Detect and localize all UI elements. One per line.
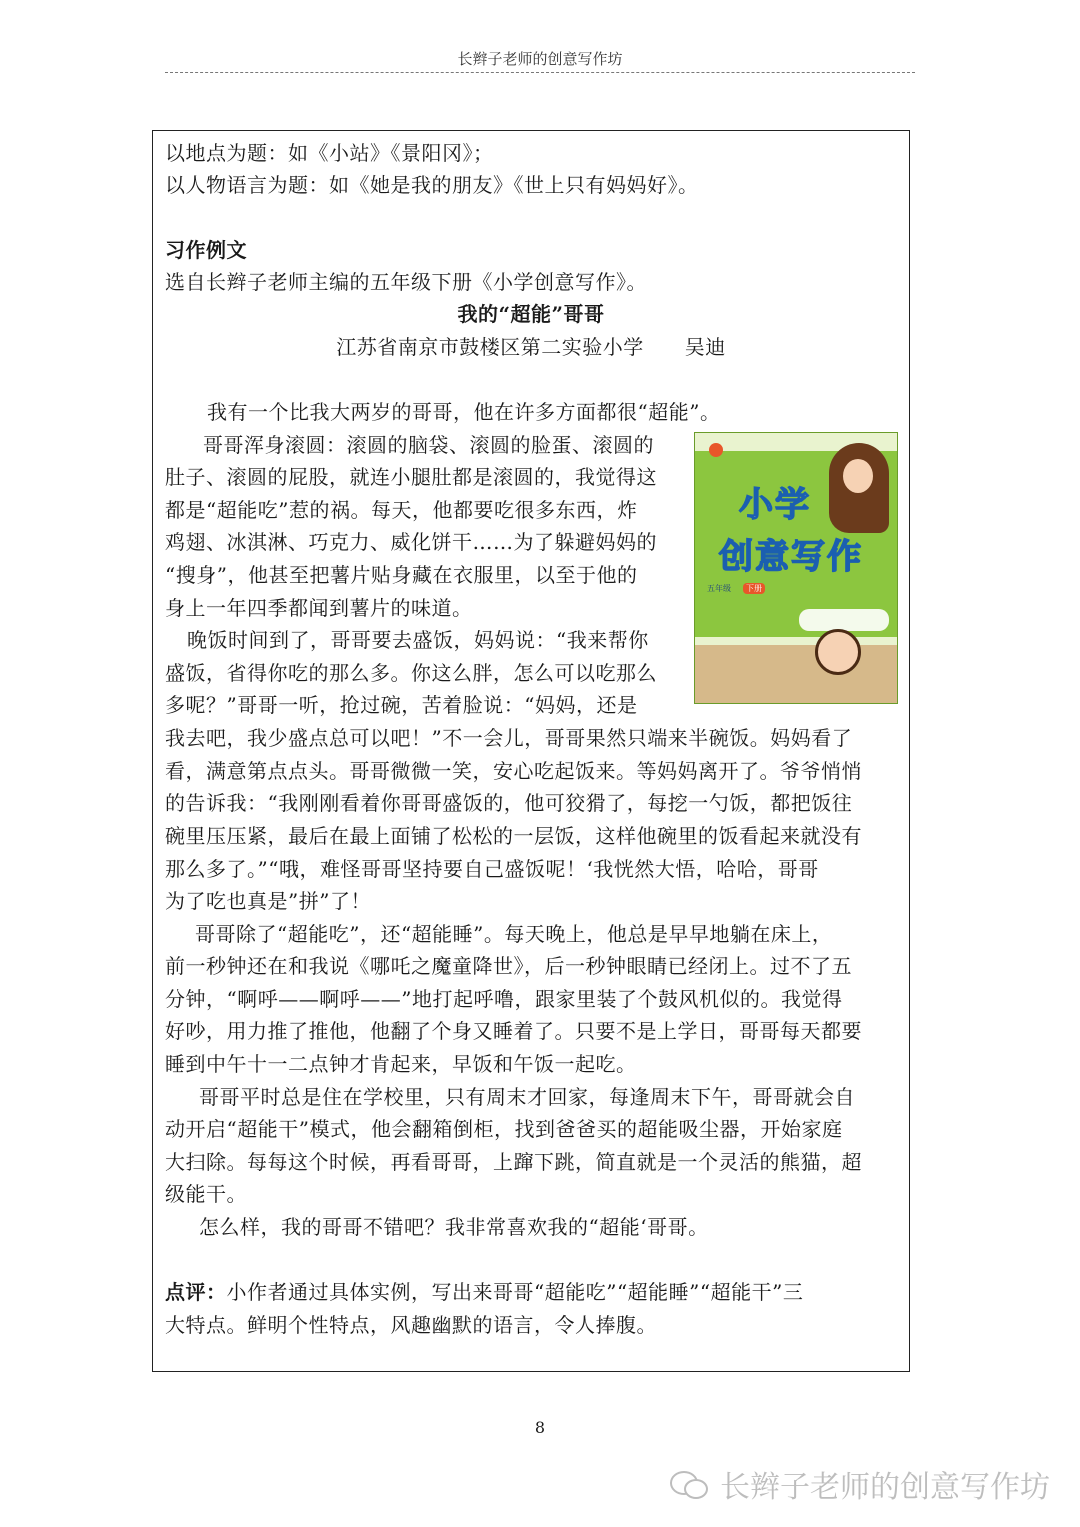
running-header: 长辫子老师的创意写作坊: [457, 50, 623, 68]
book-cover-scene: [695, 645, 897, 704]
paragraph-line: 鸡翅、冰淇淋、巧克力、威化饼干……为了躲避妈妈的: [165, 530, 657, 554]
paragraph-line: 多呢？”哥哥一听，抢过碗，苦着脸说：“妈妈，还是: [165, 693, 638, 717]
paragraph-line: 睡到中午十一二点钟才肯起来，早饭和午饭一起吃。: [165, 1052, 637, 1076]
paragraph-line: 都是“超能吃”惹的祸。每天，他都要吃很多东西，炸: [165, 498, 638, 522]
paragraph-line: “搜身”，他甚至把薯片贴身藏在衣服里，以至于他的: [165, 563, 638, 587]
paragraph-line: 大扫除。每每这个时候，再看哥哥，上蹿下跳，简直就是一个灵活的熊猫，超: [165, 1150, 862, 1174]
book-badge-shape: [799, 609, 889, 631]
page-number: 8: [534, 1418, 546, 1437]
paragraph-line: 哥哥除了“超能吃”，还“超能睡”。每天晚上，他总是早早地躺在床上，: [195, 922, 833, 946]
comment-line: [165, 1279, 803, 1305]
essay-title: 我的“超能”哥哥: [457, 302, 605, 326]
text-line: 以人物语言为题：如《她是我的朋友》《世上只有妈妈好》。: [165, 173, 699, 197]
section-title: 习作例文: [165, 238, 247, 262]
paragraph-line: 看，满意第点点头。哥哥微微一笑，安心吃起饭来。等妈妈离开了。爷爷悄悄: [165, 759, 862, 783]
book-title-line2: 创意写作: [719, 537, 863, 577]
book-title-line1: 小学: [739, 485, 811, 525]
paragraph-line: 哥哥浑身滚圆：滚圆的脑袋、滚圆的脸蛋、滚圆的: [203, 433, 654, 457]
source-line: 选自长辫子老师主编的五年级下册《小学创意写作》。: [165, 270, 647, 294]
book-volume-label: 下册: [743, 583, 765, 594]
paragraph-line: 分钟，“啊呼——啊呼——”地打起呼噜，跟家里装了个鼓风机似的。我觉得: [165, 987, 843, 1011]
paragraph-line: 盛饭，省得你吃的那么多。你这么胖，怎么可以吃那么: [165, 661, 657, 685]
text-line: 以地点为题：如《小站》《景阳冈》；: [165, 141, 494, 165]
paragraph-line: 碗里压压紧，最后在最上面铺了松松的一层饭，这样他碗里的饭看起来就没有: [165, 824, 862, 848]
comment-line: 大特点。鲜明个性特点，风趣幽默的语言，令人捧腹。: [165, 1313, 657, 1337]
comment-label: 点评：: [165, 1280, 227, 1304]
watermark: [670, 1462, 1050, 1506]
comment-text: 小作者通过具体实例，写出来哥哥“超能吃”“超能睡”“超能干”三: [226, 1280, 804, 1304]
paragraph-line: 我有一个比我大两岁的哥哥，他在许多方面都很“超能”。: [207, 400, 721, 424]
boy-illustration: [815, 629, 861, 675]
paragraph-line: 我去吧，我少盛点总可以吧！”不一会儿，哥哥果然只端来半碗饭。妈妈看了: [165, 726, 853, 750]
watermark-text: 长辫子老师的创意写作坊: [720, 1470, 1050, 1505]
paragraph-line: 哥哥平时总是住在学校里，只有周末才回家，每逢周末下午，哥哥就会自: [199, 1085, 855, 1109]
paragraph-line: 肚子、滚圆的屁股，就连小腿肚都是滚圆的，我觉得这: [165, 465, 657, 489]
paragraph-line: 的告诉我：“我刚刚看着你哥哥盛饭的，他可狡猾了，每挖一勺饭，都把饭往: [165, 791, 853, 815]
book-grade-label: 五年级: [707, 584, 731, 593]
essay-author: 江苏省南京市鼓楼区第二实验小学 吴迪: [336, 335, 726, 359]
girl-face-illustration: [843, 459, 873, 493]
paragraph-line: 那么多了。”“哦，难怪哥哥坚持要自己盛饭呢！‘我恍然大悟，哈哈，哥哥: [165, 857, 819, 881]
paragraph-line: 晚饭时间到了，哥哥要去盛饭，妈妈说：“我来帮你: [187, 628, 649, 652]
publisher-logo-icon: [709, 443, 723, 457]
paragraph-line: 前一秒钟还在和我说《哪吒之魔童降世》，后一秒钟眼睛已经闭上。过不了五: [165, 954, 852, 978]
paragraph-line: 为了吃也真是”拼”了！: [165, 889, 371, 913]
paragraph-line: 身上一年四季都闻到薯片的味道。: [165, 596, 473, 620]
paragraph-line: 动开启“超能干”模式，他会翻箱倒柜，找到爸爸买的超能吸尘器，开始家庭: [165, 1117, 843, 1141]
header-divider: [165, 72, 915, 73]
book-cover-image: [694, 432, 898, 704]
paragraph-line: 级能干。: [165, 1182, 247, 1206]
paragraph-line: 怎么样，我的哥哥不错吧？我非常喜欢我的“超能‘哥哥。: [199, 1215, 709, 1239]
paragraph-line: 好吵，用力推了推他，他翻了个身又睡着了。只要不是上学日，哥哥每天都要: [165, 1019, 862, 1043]
wechat-icon: [670, 1469, 710, 1499]
